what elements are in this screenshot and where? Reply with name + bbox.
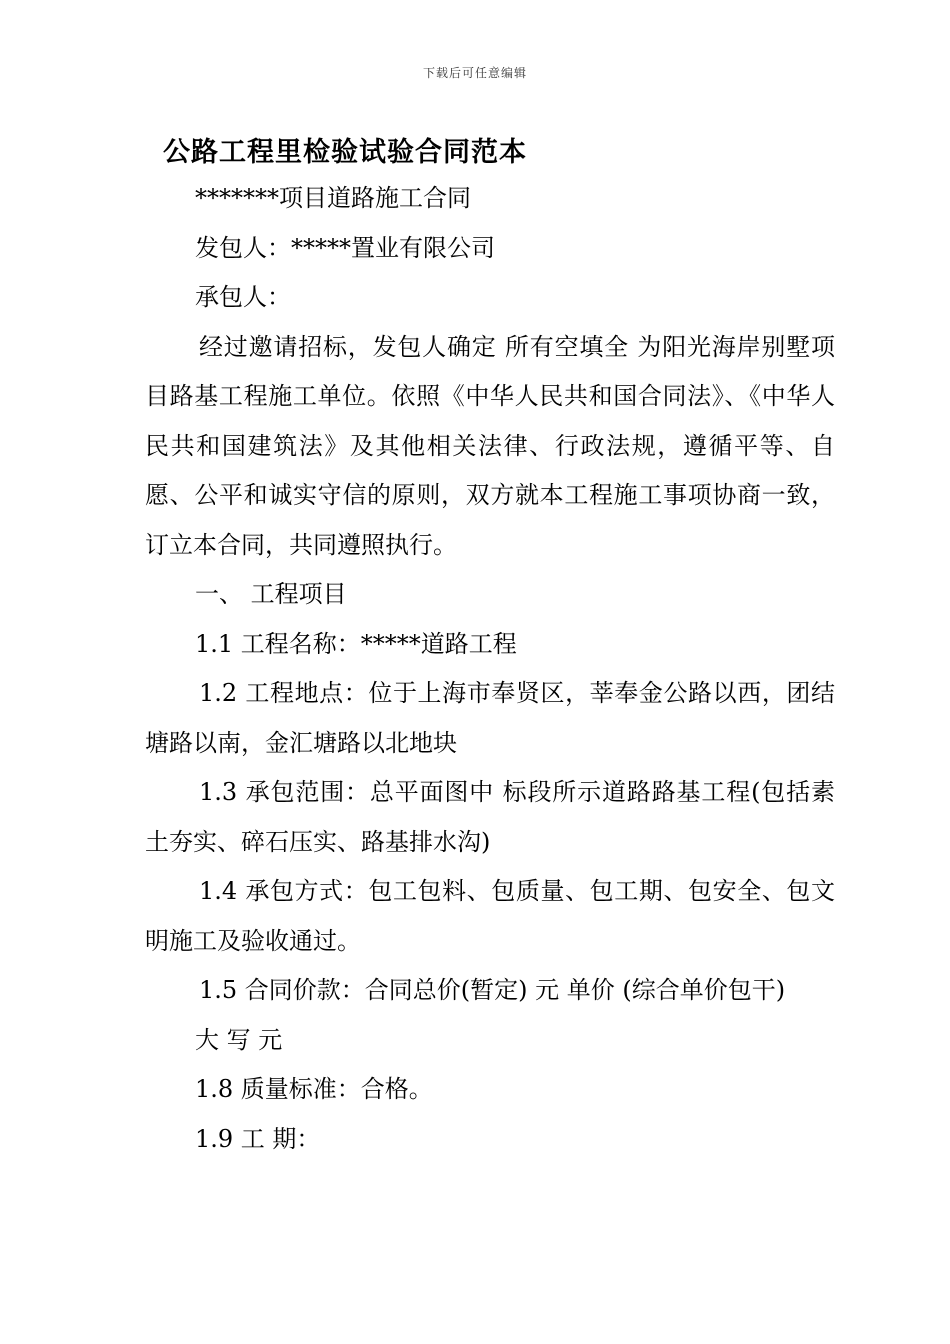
clause-1-9: 1.9 工 期： [195, 1124, 321, 1153]
document-title: 公路工程里检验试验合同范本 [163, 137, 527, 168]
preamble-paragraph: 经过邀请招标，发包人确定 所有空填全 为阳光海岸别墅项目路基工程施工单位。依照《中华人民共和国合同法》、《中华人民共和国建筑法》及其他相关法律、行政法规，遵循平等、自愿、公平和诚实守信的原则，双方就本工程施工事项协商一致，订立本合同，共同遵照执行。 [145, 332, 835, 559]
clause-1-5: 1.5 合同价款：合同总价(暂定) 元 单价 (综合单价包干) [199, 976, 786, 1004]
clause-1-1: 1.1 工程名称：*****道路工程 [195, 629, 517, 658]
employer-line: 发包人：*****置业有限公司 [195, 233, 495, 262]
document-body [145, 174, 835, 1164]
contractor-line: 承包人： [195, 283, 291, 311]
clause-1-3: 1.3 承包范围：总平面图中 标段所示道路路基工程(包括素土夯实、碎石压实、路基排水沟) [145, 778, 835, 856]
amount-in-words: 大 写 元 [195, 1025, 283, 1054]
header-note: 下载后可任意编辑 [422, 66, 527, 80]
clause-1-8: 1.8 质量标准：合格。 [195, 1075, 433, 1103]
clause-1-4: 1.4 承包方式：包工包料、包质量、包工期、包安全、包文明施工及验收通过。 [145, 877, 835, 955]
clause-1-2: 1.2 工程地点：位于上海市奉贤区，莘奉金公路以西，团结塘路以南，金汇塘路以北地块 [145, 679, 835, 757]
section-heading: 一、 工程项目 [195, 580, 347, 608]
contract-name: *******项目道路施工合同 [195, 184, 471, 212]
